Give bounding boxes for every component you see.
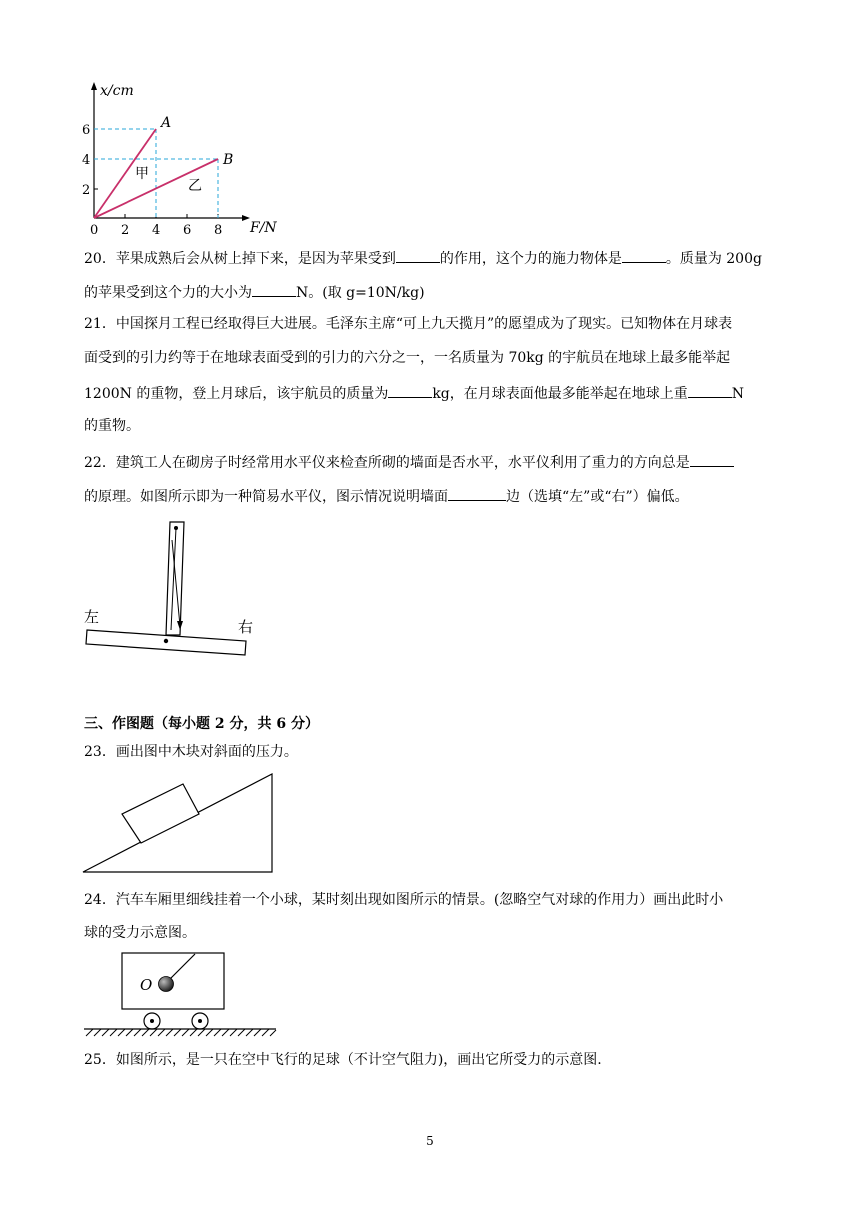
x-tick-2: 2 [121, 223, 130, 238]
level-right-label: 右 [238, 618, 254, 636]
x-tick-0: 0 [90, 223, 99, 238]
point-a-label: A [161, 115, 172, 131]
level-left-label: 左 [84, 608, 100, 626]
car-wheel-left-hub [150, 1019, 154, 1023]
q21-blank-1[interactable] [388, 382, 432, 398]
section-3-title: 三、作图题（每小题 2 分，共 6 分） [84, 716, 319, 732]
q20-blank-3[interactable] [252, 281, 296, 297]
series-jia-label: 甲 [135, 166, 149, 182]
incline-figure [80, 770, 280, 876]
q20-blank-2[interactable] [622, 247, 666, 263]
q22-blank-2[interactable] [448, 485, 506, 501]
ground-hatching [86, 1029, 276, 1036]
y-tick-6: 6 [82, 123, 91, 138]
q20-line-2: 的苹果受到这个力的大小为 N。(取 g=10N/kg) [84, 281, 425, 303]
x-tick-6: 6 [183, 223, 192, 238]
level-figure [80, 518, 260, 660]
q21-line-4: 的重物。 [84, 418, 140, 434]
level-center-dot [164, 639, 168, 643]
q23-text: 23．画出图中木块对斜面的压力。 [84, 744, 298, 760]
page-number: 5 [426, 1134, 434, 1148]
q21-blank-2[interactable] [688, 382, 732, 398]
car-wheel-right-hub [198, 1019, 202, 1023]
x-axis-label: F/N [250, 220, 277, 236]
x-tick-8: 8 [214, 223, 223, 238]
q22-line-2: 的原理。如图所示即为一种简易水平仪，图示情况说明墙面 边（选填“左”或“右”）偏低。 [84, 485, 689, 507]
q20-line-1: 20．苹果成熟后会从树上掉下来，是因为苹果受到 的作用，这个力的施力物体是 。质量为 200g [84, 247, 762, 269]
q22-blank-1[interactable] [690, 451, 734, 467]
q21-line-3: 1200N 的重物，登上月球后，该宇航员的质量为 kg，在月球表面他最多能举起在地球上重 N [84, 382, 744, 404]
y-tick-2: 2 [82, 183, 91, 198]
hanging-ball [159, 977, 174, 992]
car-figure [80, 948, 280, 1038]
q24-line-2: 球的受力示意图。 [84, 925, 196, 941]
q20-blank-1[interactable] [396, 247, 440, 263]
y-axis-arrow [91, 82, 97, 90]
series-yi-label: 乙 [188, 178, 202, 194]
q24-line-1: 24．汽车车厢里细线挂着一个小球，某时刻出现如图所示的情景。(忽略空气对球的作用力）画出此时小 [84, 892, 724, 908]
ball-label: O [140, 976, 153, 994]
q21-line-2: 面受到的引力约等于在地球表面受到的引力的六分之一，一名质量为 70kg 的宇航员在地球上最多能举起 [84, 350, 731, 366]
point-b-label: B [223, 152, 234, 168]
q22-line-1: 22．建筑工人在砌房子时经常用水平仪来检查所砌的墙面是否水平，水平仪利用了重力的方向总是 [84, 451, 734, 473]
y-tick-4: 4 [82, 153, 91, 168]
q25-text: 25．如图所示，是一只在空中飞行的足球（不计空气阻力)，画出它所受力的示意图. [84, 1052, 602, 1068]
x-axis-arrow [242, 215, 250, 221]
y-axis-label: x/cm [100, 83, 134, 99]
q21-line-1: 21．中国探月工程已经取得巨大进展。毛泽东主席“可上九天揽月”的愿望成为了现实。已知物体在月球表 [84, 316, 733, 332]
spring-graph [80, 78, 280, 238]
x-tick-4: 4 [152, 223, 161, 238]
